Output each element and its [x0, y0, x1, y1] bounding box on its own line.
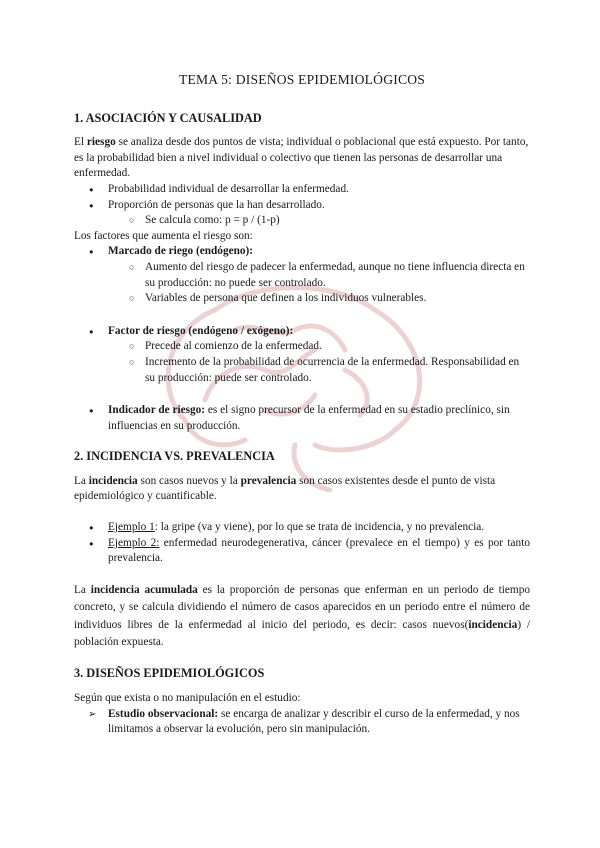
bullet-list: [74, 244, 530, 306]
paragraph-incidencia: La incidencia son casos nuevos y la prevalencia son casos existentes desde el punto de vista epidemiológico y cuantificable.: [74, 474, 496, 503]
sub-list-item: ○ Precede al comienzo de la enfermedad.: [145, 339, 530, 355]
arrow-list: [74, 707, 530, 738]
section-heading: 1. ASOCIACIÓN Y CAUSALIDAD: [74, 110, 262, 125]
section-asociacion: [74, 111, 530, 435]
bullet-list: [74, 324, 530, 386]
page-title: TEMA 5: DISEÑOS EPIDEMIOLÓGICOS: [179, 72, 425, 87]
paragraph-factors: Los factores que aumenta el riesgo son:: [74, 229, 253, 242]
document-page: [74, 72, 530, 738]
sub-list-item: ○ Variables de persona que definen a los individuos vulnerables.: [145, 291, 530, 307]
section-heading: 3. DISEÑOS EPIDEMIOLÓGICOS: [74, 666, 265, 681]
list-item: ● Marcado de riego (endógeno): ○ Aumento del riesgo de padecer la enfermedad, aunque no tiene influencia directa en su producción: no puede ser controlado. ○ Variables de persona que definen a los individuos vulnerables.: [108, 244, 530, 306]
bullet-list: [74, 403, 530, 434]
list-item: ● Ejemplo 1: la gripe (va y viene), por lo que se trata de incidencia, y no prevalencia.: [108, 520, 530, 536]
list-item: ● Proporción de personas que la han desarrollado. ○ Se calcula como: p = p / (1-p): [108, 198, 530, 229]
list-item: ➢ Estudio observacional: se encarga de analizar y describir el curso de la enfermedad, y nos limitamos a observar la evolución, pero sin manipulación.: [108, 707, 530, 738]
paragraph-riesgo: El riesgo se analiza desde dos puntos de vista; individual o poblacional que está expuesto. Por tanto, es la probabilidad bien a nivel individual o colectivo que tienen las personas de desarrollar una enfermedad.: [74, 136, 529, 180]
list-item: ● Factor de riesgo (endógeno / exógeno): ○ Precede al comienzo de la enfermedad. ○ Incremento de la probabilidad de ocurrencia de la enfermedad. Responsabilidad en su producción: puede ser controlado.: [108, 324, 530, 386]
section-heading: 2. INCIDENCIA VS. PREVALENCIA: [74, 449, 275, 464]
list-item: ● Indicador de riesgo: es el signo precursor de la enfermedad en su estadio preclínico, sin influencias en su producción.: [108, 403, 530, 434]
list-item: ● Ejemplo 2: enfermedad neurodegenerativa, cáncer (prevalece en el tiempo) y es por tanto prevalencia.: [108, 536, 530, 567]
bold-term: riesgo: [86, 136, 116, 149]
bullet-list: [74, 520, 530, 567]
section-incidencia: [74, 449, 530, 651]
sub-list: [108, 213, 530, 229]
paragraph-disenos: Según que exista o no manipulación en el estudio:: [74, 692, 301, 705]
paragraph-incidencia-acumulada: La incidencia acumulada es la proporción de personas que enferman en un periodo de tiempo concreto, y se calcula dividiendo el número de casos aparecidos en un periodo entre el número de individuos libres de la enfermedad al inicio del periodo, es decir: casos nuevos(incidencia) / población expuesta.: [74, 583, 530, 649]
list-item: ● Probabilidad individual de desarrollar la enfermedad.: [108, 182, 530, 198]
sub-list-item: ○ Se calcula como: p = p / (1-p): [145, 213, 530, 229]
sub-list-item: ○ Incremento de la probabilidad de ocurrencia de la enfermedad. Responsabilidad en su producción: puede ser controlado.: [145, 355, 530, 386]
bullet-list: [74, 182, 530, 229]
section-disenos: [74, 666, 530, 737]
sub-list: [108, 260, 530, 307]
sub-list-item: ○ Aumento del riesgo de padecer la enfermedad, aunque no tiene influencia directa en su producción: no puede ser controlado.: [145, 260, 530, 291]
sub-list: [108, 339, 530, 386]
